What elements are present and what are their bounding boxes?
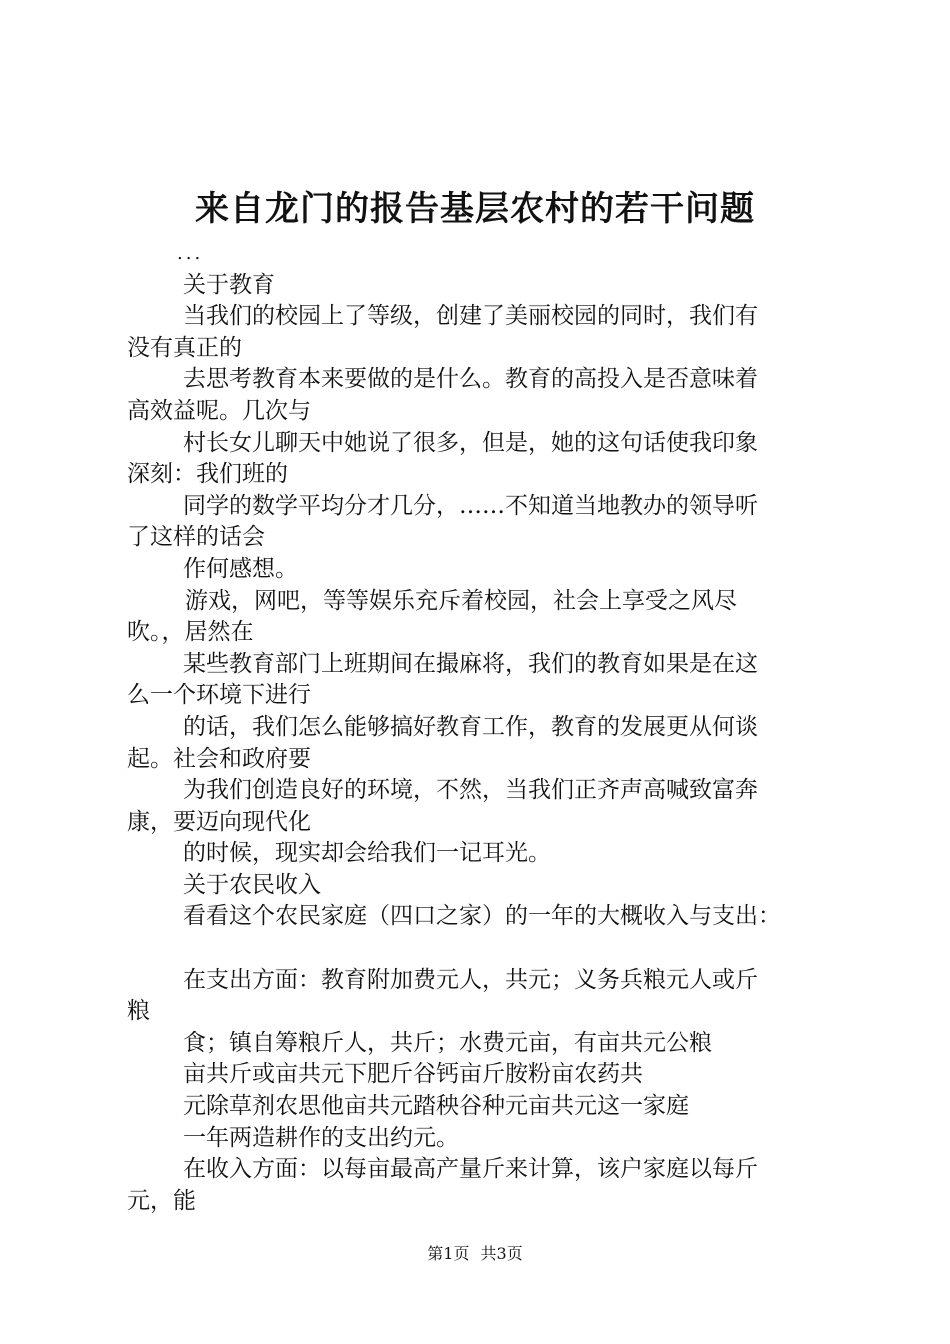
page-footer: [0, 1243, 950, 1265]
paragraph-line: 么一个环境下进行: [127, 682, 311, 709]
paragraph-line: 的话，我们怎么能够搞好教育工作，教育的发展更从何谈: [183, 713, 758, 740]
paragraph-line: 游戏，网吧，等等娱乐充斥着校园，社会上享受之风尽: [185, 587, 737, 614]
paragraph-line: 深刻：我们班的: [127, 461, 288, 488]
page-total: 共3页: [480, 1244, 523, 1263]
paragraph-line: 在收入方面：以每亩最高产量斤来计算，该户家庭以每斤: [183, 1156, 758, 1183]
paragraph-line: 在支出方面：教育附加费元人，共元；义务兵粮元人或斤: [183, 966, 758, 993]
page-number: 第1页: [427, 1244, 470, 1263]
ellipsis-line: ...: [177, 243, 204, 264]
paragraph-line: 了这样的话会: [127, 524, 265, 551]
blank-line: [127, 933, 837, 965]
paragraph-line: 同学的数学平均分才几分，……不知道当地教办的领导听: [183, 492, 758, 519]
paragraph-line: 元除草剂农思他亩共元踏秧谷种元亩共元这一家庭: [183, 1093, 689, 1120]
paragraph-line: 一年两造耕作的支出约元。: [183, 1124, 459, 1151]
paragraph-line: 村长女儿聊天中她说了很多，但是，她的这句话使我印象: [183, 429, 758, 456]
paragraph-line: 亩共斤或亩共元下肥斤谷钙亩斤胺粉亩农药共: [183, 1061, 643, 1088]
section-heading-education: 关于教育: [183, 271, 275, 298]
paragraph-line: 的时候，现实却会给我们一记耳光。: [183, 840, 551, 867]
paragraph-line: 食；镇自筹粮斤人，共斤；水费元亩，有亩共元公粮: [183, 1029, 712, 1056]
paragraph-line: 吹。，居然在: [127, 619, 254, 646]
document-title: 来自龙门的报告基层农村的若干问题: [195, 189, 755, 229]
section-heading-income: 关于农民收入: [183, 871, 321, 898]
paragraph-line: 当我们的校园上了等级，创建了美丽校园的同时，我们有: [183, 303, 758, 330]
paragraph-line: 作何感想。: [183, 555, 298, 582]
paragraph-line: 为我们创造良好的环境，不然，当我们正齐声高喊致富奔: [183, 777, 758, 804]
paragraph-line: 去思考教育本来要做的是什么。教育的高投入是否意味着: [183, 366, 758, 393]
paragraph-line: 看看这个农民家庭（四口之家）的一年的大概收入与支出：: [183, 903, 781, 930]
paragraph-line: 元，能: [127, 1187, 196, 1214]
paragraph-line: 某些教育部门上班期间在撮麻将，我们的教育如果是在这: [183, 650, 758, 677]
paragraph-line: 粮: [127, 998, 150, 1025]
paragraph-line: 康，要迈向现代化: [127, 808, 311, 835]
paragraph-line: 没有真正的: [127, 334, 242, 361]
paragraph-line: 起。社会和政府要: [127, 745, 311, 772]
paragraph-line: 高效益呢。几次与: [127, 397, 311, 424]
document-body: [127, 238, 837, 1217]
